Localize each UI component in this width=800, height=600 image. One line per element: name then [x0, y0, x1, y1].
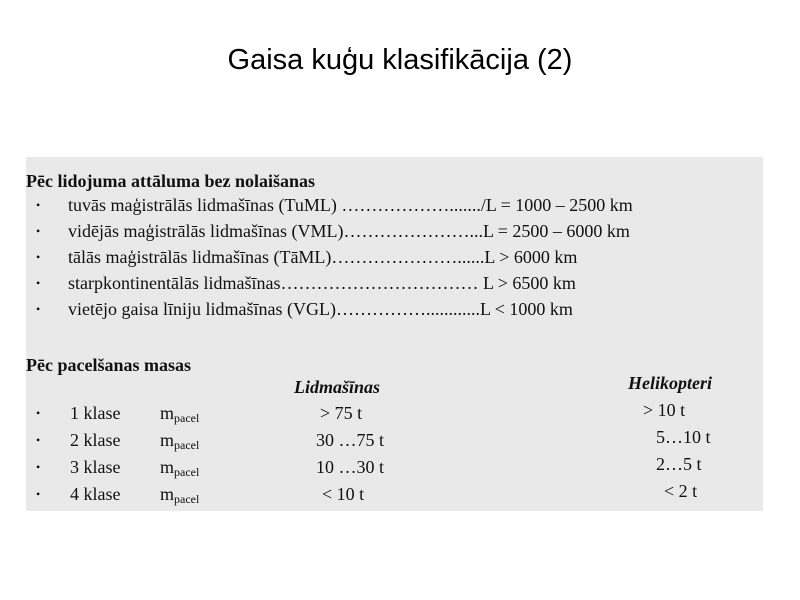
bullet-icon: • [36, 250, 41, 264]
column-header-helicopters: Helikopteri [628, 373, 712, 393]
bullet-icon: • [36, 487, 41, 501]
table-row: • 4 klase $m_{pacel}$ < 10 t < 2 t [36, 481, 698, 506]
bullet-icon: • [36, 198, 41, 212]
section-heading-distance: Pēc lidojuma attāluma bez nolaišanas [26, 171, 316, 191]
bullet-icon: • [36, 302, 41, 316]
table-row: • 2 klase $m_{pacel}$ 30 …75 t 5…10 t [36, 427, 711, 452]
bullet-icon: • [36, 224, 41, 238]
table-row: • 3 klase $m_{pacel}$ 10 …30 t 2…5 t [36, 454, 702, 479]
slide-title: Gaisa kuģu klasifikācija (2) [227, 44, 573, 76]
scanned-table-image: Pēc lidojuma attāluma bez nolaišanas • tuvās maģistrālās lidmašīnas (TuML) ………………......./L = 1000 – 2500 km • vidējās maģistrālās lidmašīnas (VML)…………………...L = 2500 – 6000 km • tālās maģistrālās lidmašīnas (TāML)…………………......L > 6000 km • starpkontinentālās lidmašīnas…………………………… L > 6500 km • vietējo gaisa līniju lidmašīnas (VGL)……………............L < 1000 km Pēc pacelšanas masas Lidmašīnas Helikopteri • 1 klase $m_{pacel}$ > 75 t > 10 t • 2 klase $m_{pacel}$ 30 …75 t 5…10 t • 3 klase $m_{pacel}$ 10 …30 t 2…5 t • 4 klase $m_{pacel}$ < 10 t < 2 t [26, 157, 763, 511]
bullet-icon: • [36, 460, 41, 474]
section-heading-mass: Pēc pacelšanas masas [26, 355, 191, 375]
bullet-icon: • [36, 433, 41, 447]
column-header-planes: Lidmašīnas [294, 377, 381, 397]
table-row: • 1 klase $m_{pacel}$ > 75 t > 10 t [36, 400, 686, 425]
bullet-icon: • [36, 406, 41, 420]
bullet-icon: • [36, 276, 41, 290]
